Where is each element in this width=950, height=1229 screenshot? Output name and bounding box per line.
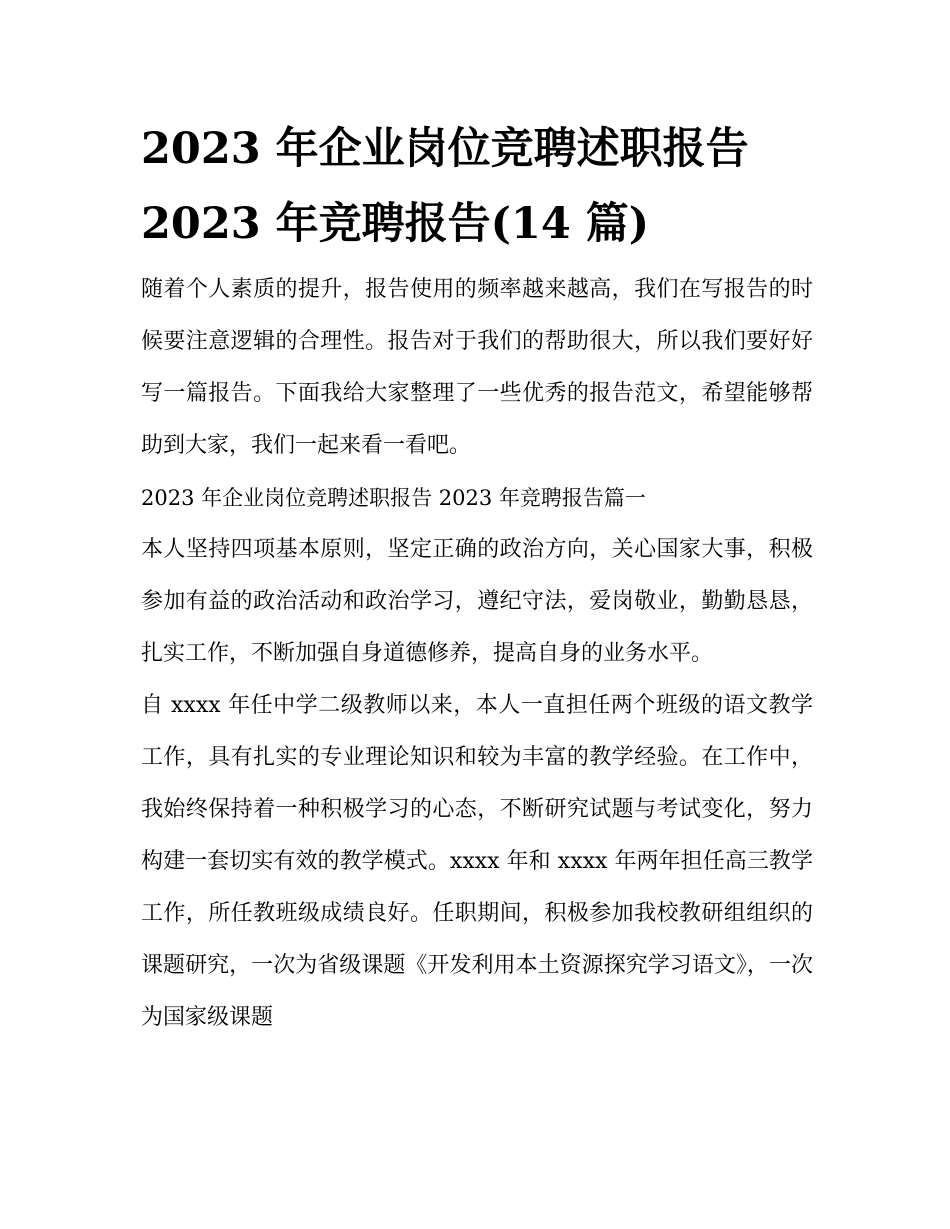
section-heading: 2023 年企业岗位竞聘述职报告 2023 年竞聘报告篇一 <box>141 486 646 510</box>
intro-paragraph: 随着个人素质的提升，报告使用的频率越来越高，我们在写报告的时候要注意逻辑的合理性。报告对于我们的帮助很大，所以我们要好好写一篇报告。下面我给大家整理了一些优秀的报告范文，希望能够帮助到大家，我们一起来看一看吧。 <box>141 277 813 458</box>
body-paragraph-2: 自 xxxx 年任中学二级教师以来，本人一直担任两个班级的语文教学工作，具有扎实的专业理论知识和较为丰富的教学经验。在工作中，我始终保持着一种积极学习的心态，不断研究试题与考试变化，努力构建一套切实有效的教学模式。xxxx 年和 xxxx 年两年担任高三教学工作，所任教班级成绩良好。任职期间，积极参加我校教研组组织的课题研究，一次为省级课题《开发利用本土资源探究学习语文》，一次为国家级课题 <box>141 693 813 1030</box>
document-body <box>141 112 813 1044</box>
document-title <box>141 112 813 262</box>
title-line-2: 2023 年竞聘报告(14 篇) <box>141 199 650 249</box>
body-paragraph-1: 本人坚持四项基本原则，坚定正确的政治方向，关心国家大事，积极参加有益的政治活动和政治学习，遵纪守法，爱岗敬业，勤勤恳恳，扎实工作，不断加强自身道德修养，提高自身的业务水平。 <box>141 537 813 666</box>
title-line-1: 2023 年企业岗位竞聘述职报告 <box>141 124 749 174</box>
